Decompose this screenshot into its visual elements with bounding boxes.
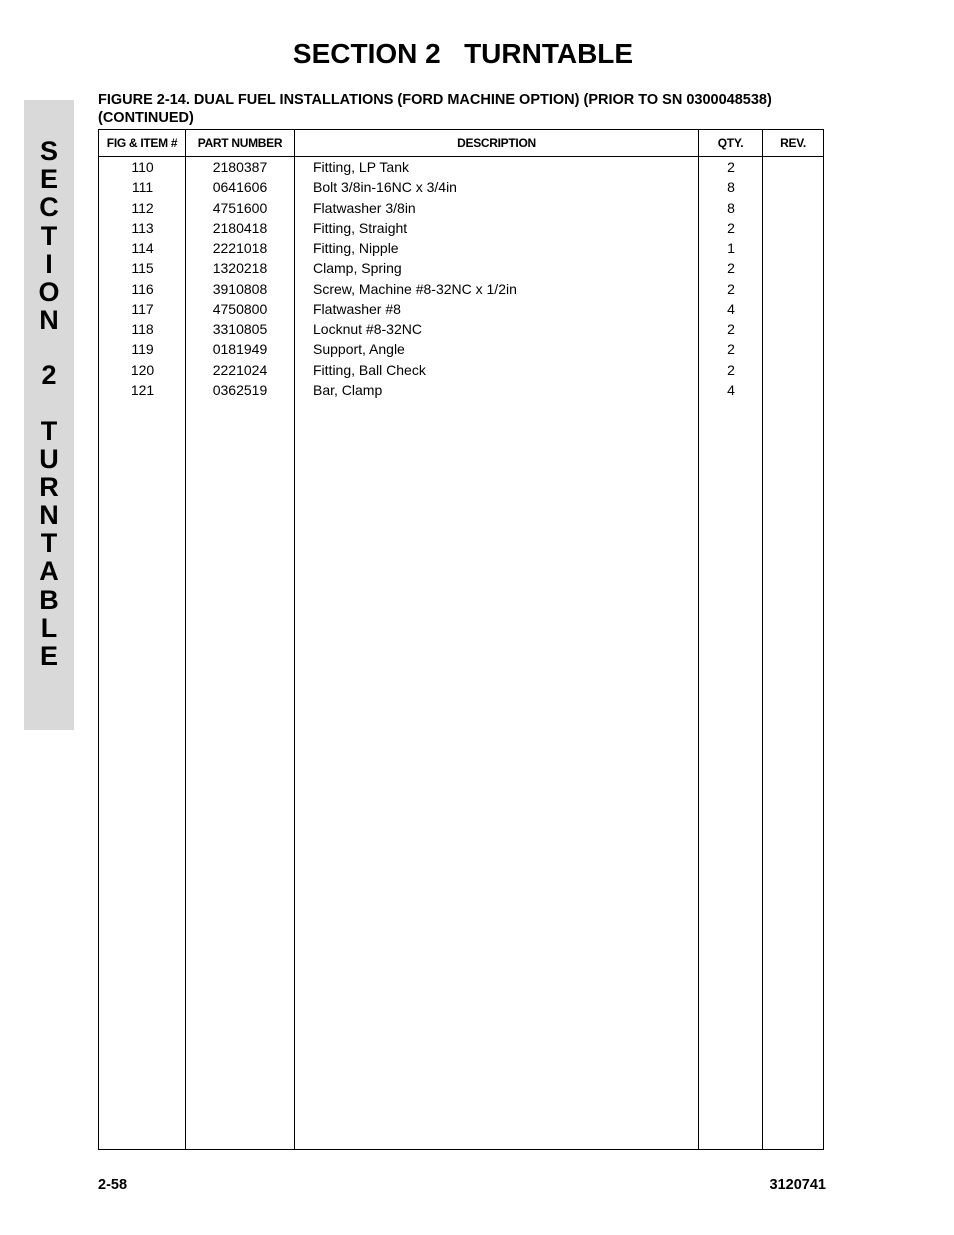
quantity-cell: 4 bbox=[727, 300, 735, 317]
part-number-cell: 1320218 bbox=[212, 260, 268, 277]
section-side-tab bbox=[24, 100, 74, 730]
item-number-cell: 112 bbox=[131, 199, 154, 216]
side-tab-letter: T bbox=[40, 220, 58, 251]
quantity-cell: 2 bbox=[727, 219, 735, 236]
item-number-cell: 113 bbox=[131, 219, 154, 236]
quantity-cell: 2 bbox=[727, 361, 735, 378]
item-number-cell: 119 bbox=[131, 341, 154, 358]
item-number-cell: 118 bbox=[131, 321, 154, 337]
part-number-cell: 2180418 bbox=[212, 219, 268, 236]
part-number-cell: 2221024 bbox=[212, 361, 268, 378]
quantity-cell: 4 bbox=[727, 381, 735, 398]
part-number-cell: 2180387 bbox=[212, 159, 268, 175]
page-title: SECTION 2 TURNTABLE bbox=[292, 38, 634, 69]
side-tab-letter: T bbox=[40, 528, 58, 559]
page-number: 2-58 bbox=[98, 1177, 128, 1193]
table-row bbox=[99, 319, 823, 339]
header-description: DESCRIPTION bbox=[457, 136, 536, 150]
table-row bbox=[99, 157, 823, 177]
side-tab-letter: C bbox=[39, 192, 59, 223]
table-row bbox=[99, 360, 823, 380]
description-cell: Clamp, Spring bbox=[313, 260, 402, 277]
item-number-cell: 117 bbox=[131, 300, 154, 317]
description-cell: Flatwasher 3/8in bbox=[313, 199, 416, 216]
parts-table bbox=[98, 129, 824, 1150]
description-cell: Bolt 3/8in-16NC x 3/4in bbox=[313, 179, 457, 196]
table-row bbox=[99, 258, 823, 278]
side-tab-letter: A bbox=[39, 556, 59, 587]
part-number-cell: 3310805 bbox=[212, 321, 268, 337]
header-rev: REV. bbox=[780, 136, 806, 150]
side-tab-letter: U bbox=[39, 443, 59, 474]
side-tab-letter: I bbox=[45, 248, 53, 279]
side-tab-letter: N bbox=[39, 500, 59, 531]
description-cell: Locknut #8-32NC bbox=[313, 321, 422, 337]
side-tab-letter: T bbox=[40, 415, 58, 446]
quantity-cell: 8 bbox=[727, 199, 735, 216]
table-row bbox=[99, 177, 823, 197]
description-cell: Fitting, Straight bbox=[313, 219, 408, 236]
side-tab-letter: R bbox=[39, 471, 59, 502]
quantity-cell: 2 bbox=[727, 159, 735, 175]
side-tab-letter: B bbox=[39, 584, 59, 615]
side-tab-letter: O bbox=[38, 276, 60, 307]
table-row bbox=[99, 198, 823, 218]
item-number-cell: 116 bbox=[131, 280, 154, 297]
part-number-cell: 0362519 bbox=[212, 381, 268, 398]
item-number-cell: 115 bbox=[131, 260, 154, 277]
item-number-cell: 110 bbox=[131, 159, 154, 175]
item-number-cell: 121 bbox=[130, 381, 155, 398]
description-cell: Fitting, LP Tank bbox=[313, 159, 409, 175]
document-number: 3120741 bbox=[769, 1177, 826, 1193]
part-number-cell: 3910808 bbox=[212, 280, 268, 297]
table-row bbox=[99, 238, 823, 258]
description-cell: Support, Angle bbox=[313, 341, 405, 358]
table-row bbox=[99, 299, 823, 319]
side-tab-letter: E bbox=[39, 641, 58, 671]
quantity-cell: 2 bbox=[727, 341, 735, 358]
description-cell: Screw, Machine #8-32NC x 1/2in bbox=[313, 280, 517, 297]
description-cell: Bar, Clamp bbox=[313, 381, 383, 398]
quantity-cell: 1 bbox=[727, 240, 735, 256]
description-cell: Flatwasher #8 bbox=[313, 300, 401, 317]
table-row bbox=[99, 380, 823, 400]
side-tab-letter: L bbox=[40, 612, 58, 643]
table-row bbox=[99, 339, 823, 359]
part-number-cell: 0641606 bbox=[212, 179, 268, 196]
description-cell: Fitting, Nipple bbox=[313, 240, 399, 256]
side-tab-letter: N bbox=[39, 305, 59, 336]
quantity-cell: 2 bbox=[727, 321, 735, 337]
table-row bbox=[99, 279, 823, 299]
header-fig-item: FIG & ITEM # bbox=[106, 136, 178, 150]
side-tab-letter: E bbox=[39, 164, 58, 195]
part-number-cell: 4751600 bbox=[212, 199, 268, 216]
figure-caption: FIGURE 2-14. DUAL FUEL INSTALLATIONS (FORD MACHINE OPTION) (PRIOR TO SN 0300048538) (CONTINUED) bbox=[98, 92, 772, 126]
quantity-cell: 2 bbox=[727, 260, 735, 277]
quantity-cell: 2 bbox=[727, 280, 735, 297]
item-number-cell: 114 bbox=[131, 240, 154, 256]
part-number-cell: 0181949 bbox=[212, 341, 268, 358]
side-tab-letter: 2 bbox=[41, 360, 57, 391]
header-qty: QTY. bbox=[717, 136, 744, 150]
item-number-cell: 120 bbox=[130, 361, 155, 378]
description-cell: Fitting, Ball Check bbox=[313, 361, 426, 378]
part-number-cell: 2221018 bbox=[212, 240, 268, 256]
side-tab-letter: S bbox=[39, 136, 58, 166]
item-number-cell: 111 bbox=[131, 179, 154, 196]
quantity-cell: 8 bbox=[727, 179, 735, 196]
part-number-cell: 4750800 bbox=[212, 300, 268, 317]
side-tab-letters bbox=[24, 137, 74, 670]
table-row bbox=[99, 218, 823, 238]
header-part-number: PART NUMBER bbox=[197, 136, 283, 150]
